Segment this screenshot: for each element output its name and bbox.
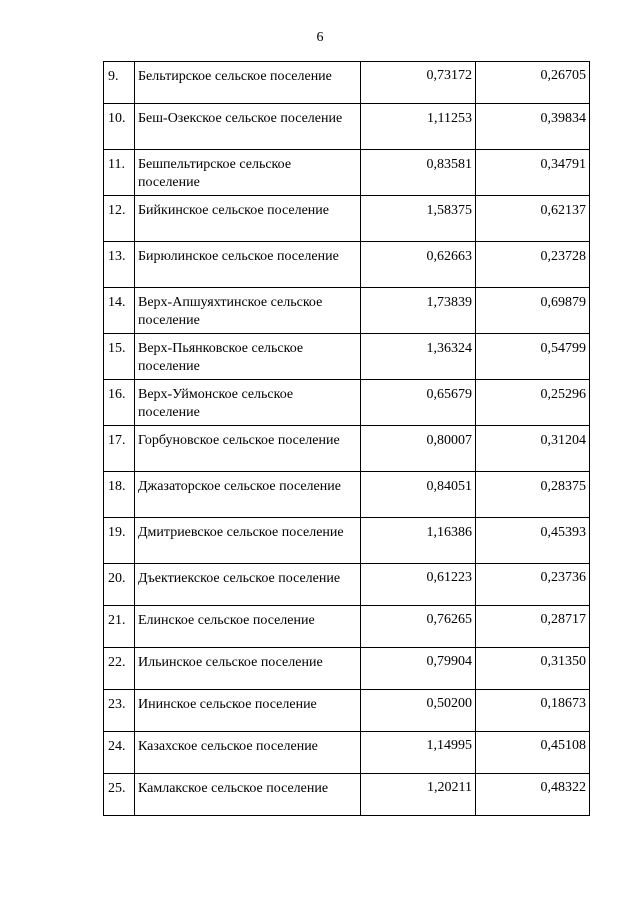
value-1: 1,36324: [361, 334, 476, 380]
settlement-name: Дмитриевское сельское поселение: [135, 518, 361, 564]
row-number: 25.: [104, 774, 135, 816]
value-2: 0,25296: [476, 380, 590, 426]
table-row: [104, 288, 590, 334]
row-number: 15.: [104, 334, 135, 380]
table-row: [104, 690, 590, 732]
page-number: 6: [316, 30, 324, 45]
settlement-name: Беш-Озекское сельское поселение: [135, 104, 361, 150]
settlement-name: Казахское сельское поселение: [135, 732, 361, 774]
row-number: 20.: [104, 564, 135, 606]
settlement-name: Бешпельтирское сельское поселение: [135, 150, 361, 196]
table-row: [104, 380, 590, 426]
value-1: 0,76265: [361, 606, 476, 648]
row-number: 9.: [104, 62, 135, 104]
row-number: 12.: [104, 196, 135, 242]
settlements-table: [103, 61, 590, 816]
value-1: 1,58375: [361, 196, 476, 242]
value-1: 1,16386: [361, 518, 476, 564]
value-2: 0,45108: [476, 732, 590, 774]
settlement-name: Верх-Пьянковское сельское поселение: [135, 334, 361, 380]
table-row: [104, 472, 590, 518]
value-1: 0,84051: [361, 472, 476, 518]
value-1: 0,83581: [361, 150, 476, 196]
row-number: 13.: [104, 242, 135, 288]
row-number: 22.: [104, 648, 135, 690]
table-row: [104, 334, 590, 380]
value-2: 0,62137: [476, 196, 590, 242]
value-1: 1,73839: [361, 288, 476, 334]
value-2: 0,34791: [476, 150, 590, 196]
row-number: 10.: [104, 104, 135, 150]
value-1: 0,73172: [361, 62, 476, 104]
value-2: 0,28717: [476, 606, 590, 648]
table-row: [104, 426, 590, 472]
table-row: [104, 564, 590, 606]
value-2: 0,28375: [476, 472, 590, 518]
settlement-name: Бийкинское сельское поселение: [135, 196, 361, 242]
settlement-name: Елинское сельское поселение: [135, 606, 361, 648]
row-number: 21.: [104, 606, 135, 648]
table-row: [104, 150, 590, 196]
settlement-name: Камлакское сельское поселение: [135, 774, 361, 816]
settlement-name: Верх-Уймонское сельское поселение: [135, 380, 361, 426]
value-2: 0,45393: [476, 518, 590, 564]
table-row: [104, 606, 590, 648]
row-number: 23.: [104, 690, 135, 732]
table-row: [104, 196, 590, 242]
value-2: 0,26705: [476, 62, 590, 104]
row-number: 11.: [104, 150, 135, 196]
row-number: 16.: [104, 380, 135, 426]
value-1: 0,50200: [361, 690, 476, 732]
value-2: 0,23736: [476, 564, 590, 606]
value-1: 0,65679: [361, 380, 476, 426]
value-1: 0,61223: [361, 564, 476, 606]
settlement-name: Верх-Апшуяхтинское сельское поселение: [135, 288, 361, 334]
value-1: 1,20211: [361, 774, 476, 816]
value-1: 0,62663: [361, 242, 476, 288]
table-row: [104, 242, 590, 288]
settlement-name: Бельтирское сельское поселение: [135, 62, 361, 104]
table-row: [104, 62, 590, 104]
settlement-name: Горбуновское сельское поселение: [135, 426, 361, 472]
value-1: 0,79904: [361, 648, 476, 690]
row-number: 14.: [104, 288, 135, 334]
table-row: [104, 774, 590, 816]
value-2: 0,18673: [476, 690, 590, 732]
row-number: 24.: [104, 732, 135, 774]
row-number: 19.: [104, 518, 135, 564]
table-row: [104, 518, 590, 564]
value-2: 0,54799: [476, 334, 590, 380]
value-1: 1,14995: [361, 732, 476, 774]
row-number: 17.: [104, 426, 135, 472]
settlement-name: Дъектиекское сельское поселение: [135, 564, 361, 606]
value-2: 0,31204: [476, 426, 590, 472]
settlement-name: Ининское сельское поселение: [135, 690, 361, 732]
row-number: 18.: [104, 472, 135, 518]
table-body: [104, 62, 590, 816]
settlement-name: Бирюлинское сельское поселение: [135, 242, 361, 288]
settlement-name: Ильинское сельское поселение: [135, 648, 361, 690]
value-2: 0,23728: [476, 242, 590, 288]
settlement-name: Джазаторское сельское поселение: [135, 472, 361, 518]
value-1: 0,80007: [361, 426, 476, 472]
table-row: [104, 104, 590, 150]
value-2: 0,48322: [476, 774, 590, 816]
table-row: [104, 732, 590, 774]
value-2: 0,69879: [476, 288, 590, 334]
table-row: [104, 648, 590, 690]
value-2: 0,31350: [476, 648, 590, 690]
value-1: 1,11253: [361, 104, 476, 150]
value-2: 0,39834: [476, 104, 590, 150]
